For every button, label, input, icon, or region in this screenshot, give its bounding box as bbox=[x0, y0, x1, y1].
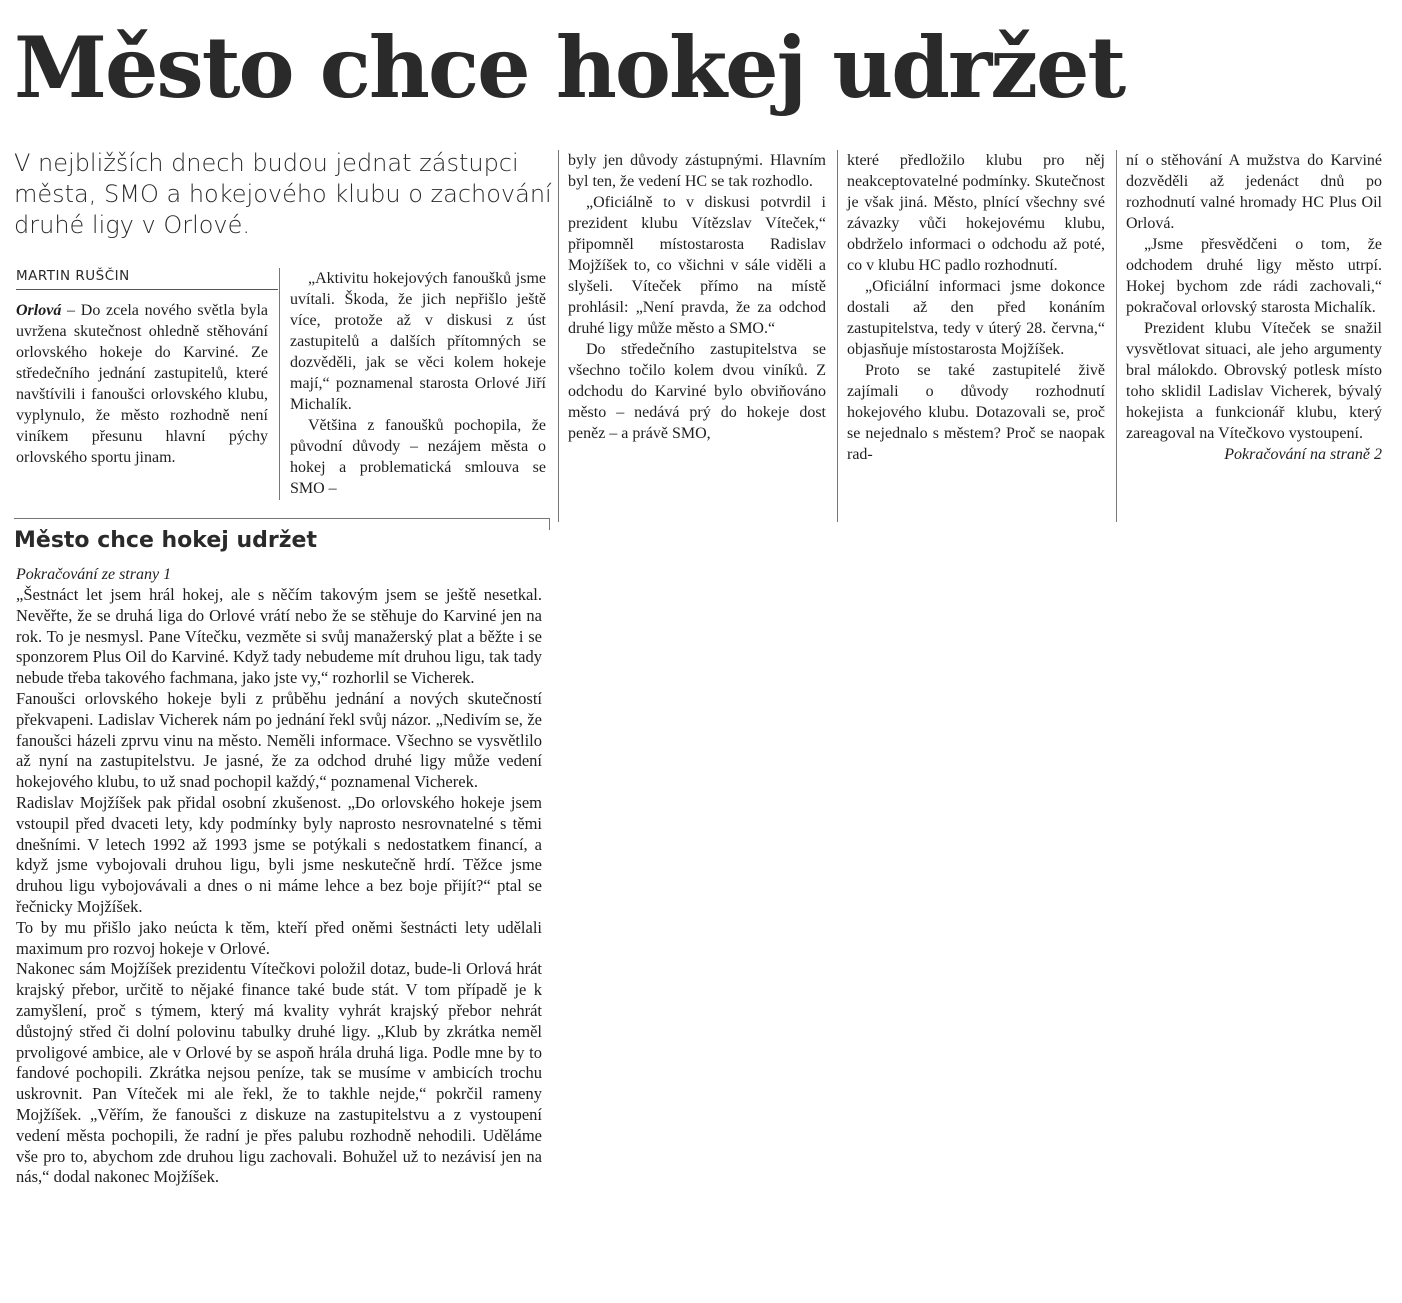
column-1 bbox=[16, 300, 268, 468]
col3-paragraph: byly jen důvody zástupnými. Hlavním byl ten, že vedení HC se tak rozhodlo. bbox=[568, 152, 826, 190]
continuation-paragraph: Nakonec sám Mojžíšek prezidentu Vítečkovi položil dotaz, bude-li Orlová hrát krajský přebor, určitě to nějaké finance také bude stát. V tom případě je k zamyšlení, proč s týmem, který má kvality vyhrát krajský přebor nehrát důstojný střed či dolní polovinu tabulky druhé ligy. „Klub by zkrátka neměl prvoligové ambice, ale v Orlové by se aspoň hrála druhá liga. Podle mne by to fandové pochopili. Zkrátka nejsou peníze, tak se musíme v ambicích trochu uskrovnit. Pan Víteček mi ale řekl, že to takhle nejde,“ pokrčil rameny Mojžíšek. „Věřím, že fanoušci z diskuze na zastupitelstvu a z vystoupení vedení města pochopili, že radní je přes palubu rozhodně nehodili. Uděláme vše pro to, abychom zde druhou ligu zachovali. Bohužel už to nezávisí jen na nás,“ dodal nakonec Mojžíšek. bbox=[16, 959, 542, 1187]
section-divider-vertical bbox=[549, 518, 550, 530]
continuation-paragraph: Fanoušci orlovského hokeje byli z průběhu jednání a nových skutečností překvapeni. Ladislav Vicherek nám po jednání řekl svůj názor. „Nedivím se, že fanoušci házeli zprvu vinu na město. Neměli informace. Všechno se vysvětlilo až nyní na zastupitelstvu. Je jasné, že za odchod druhé ligy může vedení hokejového klubu, to už snad pochopil každý,“ poznamenal Vicherek. bbox=[16, 688, 542, 792]
col4-paragraph: které předložilo klubu pro něj neakceptovatelné podmínky. Skutečnost je však jiná. Město, plnící všechny své závazky vůči hokejovému klubu, obdrželo informaci o odchodu až poté, co v klubu HC padlo rozhodnutí. bbox=[847, 152, 1105, 274]
continuation-headline: Město chce hokej udržet bbox=[14, 528, 317, 553]
col2-paragraph: Většina z fanoušků pochopila, že původní důvody – nezájem města o hokej a problematická smlouva se SMO – bbox=[290, 417, 546, 497]
col1-text: – Do zcela nového světla byla uvržena skutečnost ohledně stěhování orlovského hokeje do Karviné. Ze středečního jednání zastupitelů, které navštívili i fanoušci orlovského klubu, vyplynulo, že město rozhodně není viníkem přesunu hlavní pýchy orlovského sportu jinam. bbox=[16, 302, 269, 466]
section-divider bbox=[14, 518, 549, 519]
col4-paragraph: „Oficiální informaci jsme dokonce dostali až den před konáním zastupitelstva, tedy v úterý 28. června,“ objasňuje místostarosta Mojžíšek. bbox=[847, 278, 1105, 358]
column-5 bbox=[1126, 150, 1382, 465]
continued-note: Pokračování na straně 2 bbox=[1224, 446, 1382, 463]
lead-paragraph: V nejbližších dnech budou jednat zástupci města, SMO a hokejového klubu o zachování druhé ligy v Orlové. bbox=[14, 149, 552, 239]
dateline-place: Orlová bbox=[16, 302, 62, 319]
column-rule bbox=[279, 268, 280, 500]
col1-paragraph bbox=[16, 300, 268, 468]
continuation-from-note: Pokračování ze strany 1 bbox=[16, 566, 172, 583]
column-4 bbox=[847, 150, 1105, 465]
column-3 bbox=[568, 150, 826, 444]
continuation-paragraph: Radislav Mojžíšek pak přidal osobní zkušenost. „Do orlovského hokeje jsem vstoupil před dvaceti lety, kdy podmínky byly naprosto nesrovnatelné s těmi dnešními. V letech 1992 až 1993 jsme se potýkali s nedostatkem financí, a když jsme vybojovali druhou ligu, byli jsme neskutečně hrdí. Těžce jsme druhou ligu vybojovávali a dnes o ni máme lehce a bez boje přijít?“ ptal se řečnicky Mojžíšek. bbox=[16, 792, 542, 916]
col5-paragraph: „Jsme přesvědčeni o tom, že odchodem druhé ligy město utrpí. Hokej bychom zde rádi zachovali,“ pokračoval orlovský starosta Michalík. bbox=[1126, 236, 1382, 316]
column-rule bbox=[558, 150, 559, 522]
col5-paragraph: Prezident klubu Víteček se snažil vysvětlovat situaci, ale jeho argumenty bral málokdo. Obrovský potlesk místo toho sklidil Ladislav Vicherek, bývalý hokejista a funkcionář klubu, který zareagoval na Vítečkovo vystoupení. bbox=[1126, 320, 1382, 442]
col3-paragraph: „Oficiálně to v diskusi potvrdil i prezident klubu Vítězslav Víteček,“ připomněl místostarosta Radislav Mojžíšek to, co všichni v sále viděli a slyšeli. Víteček přímo na místě prohlásil: „Není pravda, že za odchod druhé ligy může město a SMO.“ bbox=[568, 194, 826, 337]
byline: MARTIN RUŠČIN bbox=[16, 268, 130, 284]
col5-paragraph: ní o stěhování A mužstva do Karviné dozvěděli až jedenáct dnů po rozhodnutí valné hromady HC Plus Oil Orlová. bbox=[1126, 152, 1382, 232]
continuation-paragraph: To by mu přišlo jako neúcta k těm, kteří před oněmi šestnácti lety udělali maximum pro rozvoj hokeje v Orlové. bbox=[16, 917, 542, 958]
column-2 bbox=[290, 268, 546, 499]
headline: Město chce hokej udržet bbox=[14, 18, 1125, 117]
col3-paragraph: Do středečního zastupitelstva se všechno točilo kolem dvou viníků. Z odchodu do Karviné bylo obviňováno město – nedává prý do hokeje dost peněz – a právě SMO, bbox=[568, 341, 826, 442]
continuation-paragraph: „Šestnáct let jsem hrál hokej, ale s něčím takovým jsem se ještě nesetkal. Nevěřte, že se druhá liga do Orlové vrátí nebo že se stěhuje do Karviné jen na rok. To je nesmysl. Pane Vítečku, vezměte si svůj manažerský plat a běžte i se sponzorem Plus Oil do Karviné. Když tady nebudeme mít druhou ligu, tak tady nebude třeba takového fachmana, jako jste vy,“ rozhorlil se Vicherek. bbox=[16, 585, 542, 688]
column-rule bbox=[1116, 150, 1117, 522]
continuation-body bbox=[16, 585, 542, 1188]
byline-rule bbox=[16, 289, 278, 290]
col4-paragraph: Proto se také zastupitelé živě zajímali o důvody rozhodnutí hokejového klubu. Dotazovali se, proč se nejednalo s městem? Proč se naopak rad- bbox=[847, 362, 1105, 463]
col2-paragraph: „Aktivitu hokejových fanoušků jsme uvítali. Škoda, že jich nepřišlo ještě více, protože až v diskusi z úst zastupitelů a dalších přítomných se dozvěděli, jak se věci kolem hokeje mají,“ poznamenal starosta Orlové Jiří Michalík. bbox=[290, 270, 546, 413]
column-rule bbox=[837, 150, 838, 522]
